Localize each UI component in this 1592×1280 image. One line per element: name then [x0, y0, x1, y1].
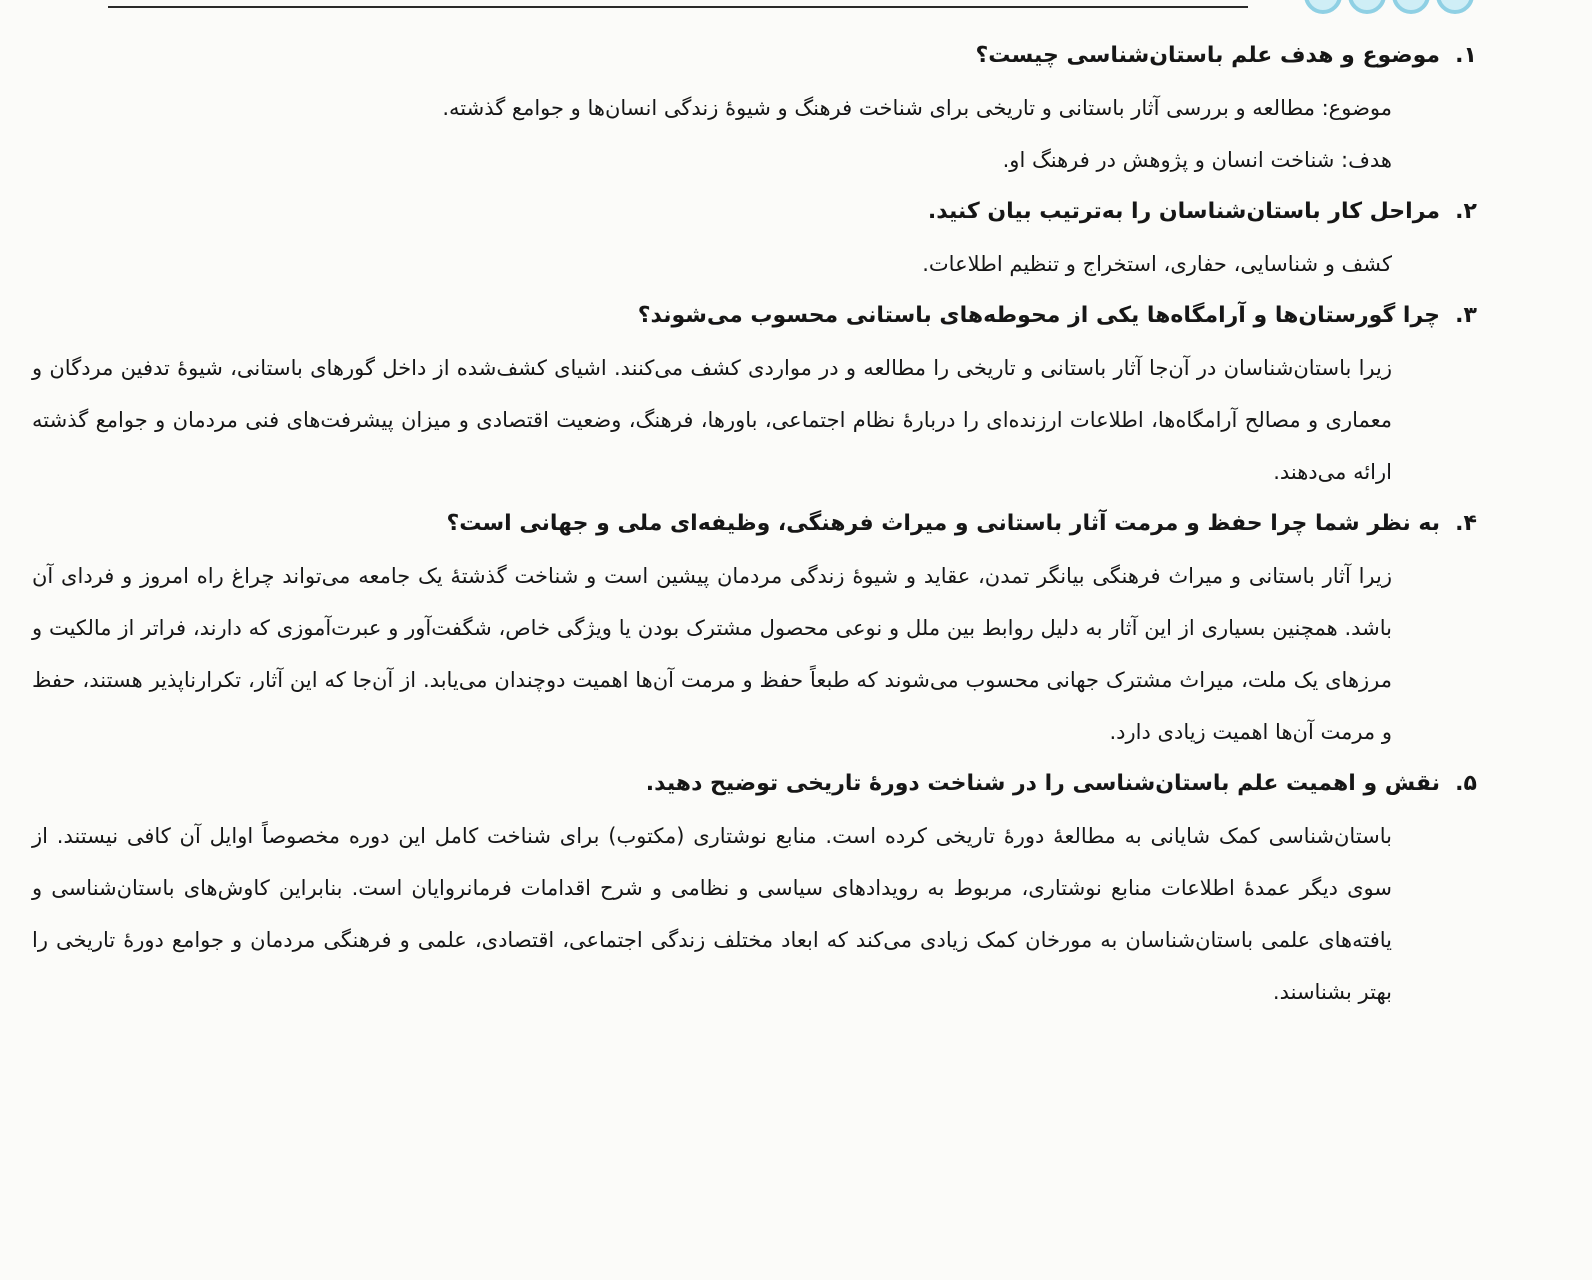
- question-number: ۳.: [1455, 303, 1477, 328]
- decorative-circle: [1348, 0, 1386, 14]
- question-list: [32, 30, 1488, 1018]
- question-number: ۴.: [1455, 511, 1477, 536]
- answer-paragraph: کشف و شناسایی، حفاری، استخراج و تنظیم اطلاعات.: [922, 252, 1392, 276]
- answer-paragraph: باستان‌شناسی کمک شایانی به مطالعهٔ دورهٔ تاریخی کرده است. منابع نوشتاری (مکتوب) برای شناخت کامل این دوره مخصوصاً اوایل آن کافی نیستند. از سوی دیگر عمدهٔ اطلاعات منابع نوشتاری، مربوط به رویدادهای سیاسی و نظامی و شرح اقدامات فرمانروایان است. بنابراین کاوش‌های باستان‌شناسی و یافته‌های علمی باستان‌شناسان به مورخان کمک زیادی می‌کند که ابعاد مختلف زندگی اجتماعی، اقتصادی، علمی و فرهنگی مردمان و جوامع دورهٔ تاریخی را بهتر بشناسند.: [32, 824, 1392, 1004]
- header-rule: [108, 6, 1248, 8]
- answer-paragraph: موضوع: مطالعه و بررسی آثار باستانی و تاریخی برای شناخت فرهنگ و شیوهٔ زندگی انسان‌ها و جوامع گذشته.: [442, 96, 1392, 120]
- answer-paragraph: هدف: شناخت انسان و پژوهش در فرهنگ او.: [1002, 148, 1392, 172]
- header-decoration: [1304, 0, 1474, 10]
- question-title: مراحل کار باستان‌شناسان را به‌ترتیب بیان کنید.: [927, 199, 1440, 224]
- question-1: [80, 30, 1488, 186]
- question-number: ۱.: [1455, 43, 1477, 68]
- answer-paragraph: زیرا باستان‌شناسان در آن‌جا آثار باستانی و تاریخی را مطالعه و در مواردی کشف می‌کنند. اشیای کشف‌شده از داخل گورهای باستانی، شیوهٔ تدفین مردگان و معماری و مصالح آرامگاه‌ها، اطلاعات ارزنده‌ای را دربارهٔ نظام اجتماعی، باورها، فرهنگ، وضعیت اقتصادی و میزان پیشرفت‌های فنی مردمان و جوامع گذشته ارائه می‌دهند.: [32, 356, 1392, 484]
- question-title: به نظر شما چرا حفظ و مرمت آثار باستانی و میراث فرهنگی، وظیفه‌ای ملی و جهانی است؟: [446, 511, 1440, 536]
- question-title: نقش و اهمیت علم باستان‌شناسی را در شناخت دورهٔ تاریخی توضیح دهید.: [645, 771, 1440, 796]
- question-number: ۵.: [1455, 771, 1477, 796]
- question-4: [32, 498, 1488, 758]
- answer-paragraph: زیرا آثار باستانی و میراث فرهنگی بیانگر تمدن، عقاید و شیوهٔ زندگی مردمان پیشین است و شناخت گذشتهٔ یک جامعه می‌تواند چراغ راه امروز و فردای آن باشد. همچنین بسیاری از این آثار به دلیل روابط بین ملل و نوعی محصول مشترک بودن یا ویژگی خاص، شگفت‌آور و عبرت‌آموزی که دارند، فراتر از مالکیت و مرزهای یک ملت، میراث مشترک جهانی محسوب می‌شوند که طبعاً حفظ و مرمت آن‌ها اهمیت دوچندان می‌یابد. از آن‌جا که این آثار، تکرارناپذیر هستند، حفظ و مرمت آن‌ها اهمیت زیادی دارد.: [32, 564, 1392, 744]
- question-title: موضوع و هدف علم باستان‌شناسی چیست؟: [975, 43, 1440, 68]
- question-3: [32, 290, 1488, 498]
- question-2: [80, 186, 1488, 290]
- decorative-circle: [1436, 0, 1474, 14]
- question-5: [32, 758, 1488, 1018]
- decorative-circle: [1304, 0, 1342, 14]
- question-title: چرا گورستان‌ها و آرامگاه‌ها یکی از محوطه‌های باستانی محسوب می‌شوند؟: [637, 303, 1440, 328]
- decorative-circle: [1392, 0, 1430, 14]
- question-number: ۲.: [1455, 199, 1477, 224]
